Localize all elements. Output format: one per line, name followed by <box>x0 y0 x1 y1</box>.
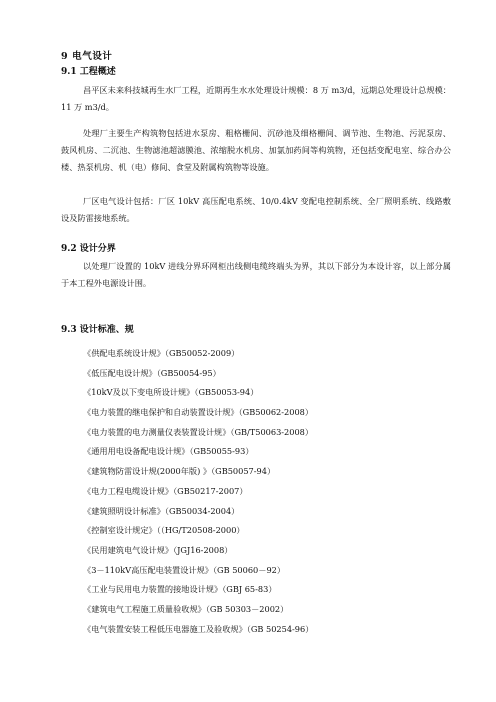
section-heading-boundary: 9.2 设计分界 <box>61 244 116 254</box>
section-heading-standards: 9.3 设计标准、规 <box>61 325 134 335</box>
paragraph-structures: 处理厂主要生产构筑物包括进水泵房、粗格栅间、沉砂池及细格栅间、调节池、生物池、污泥泵房、鼓风机房、二沉池、生物滤池超滤膜池、浓缩脱水机房、加氯加药间等构筑物，还包括变配电室、综合办公楼、热泵机房、机（电）修间、食堂及附属构筑物等设施。 <box>61 128 451 172</box>
standard-item: 《电气装置安装工程低压电器施工及验收规》（GB 50254-96） <box>83 623 314 634</box>
standard-item: 《低压配电设计规》（GB50054-95） <box>83 367 221 378</box>
standard-item: 《建筑物防雷设计规(2000年版) 》（GB50057-94） <box>83 466 276 477</box>
standard-item: 《建筑照明设计标准》（GB50034-2004） <box>83 505 240 516</box>
standard-item: 《电力装置的电力测量仪表装置设计规》（GB/T50063-2008） <box>83 426 314 437</box>
standard-item: 《工业与民用电力装置的接地设计规》（GBJ 65-83） <box>83 584 277 595</box>
paragraph-electrical-scope: 厂区电气设计包括：厂区 10kV 高压配电系统、10/0.4kV 变配电控制系统、全厂照明系统、线路敷设及防雷接地系统。 <box>61 196 451 223</box>
paragraph-boundary: 以处理厂设置的 10kV 进线分界环网柜出线侧电缆终端头为界，其以下部分为本设计容，以上部分属于本工程外电源设计围。 <box>61 261 451 288</box>
standard-item: 《10kV及以下变电所设计规》（GB50053-94） <box>83 387 259 398</box>
standard-item: 《电力工程电缆设计规》（GB50217-2007） <box>83 485 248 496</box>
section-heading-overview: 9.1 工程概述 <box>61 67 116 77</box>
standard-item: 《通用用电设备配电设计规》（GB50055-93） <box>83 446 254 457</box>
standards-list <box>83 344 313 639</box>
standard-item: 《建筑电气工程施工质量验收规》（GB 50303－2002） <box>83 603 289 614</box>
standard-item: 《民用建筑电气设计规》（JGJ16-2008） <box>83 544 233 555</box>
standard-item: 《供配电系统设计规》（GB50052-2009） <box>83 348 240 358</box>
chapter-title: 9 电气设计 <box>61 51 113 62</box>
standard-item: 《3－110kV高压配电装置设计规》（GB 50060－92） <box>83 564 286 575</box>
standard-item: 《控制室设计规定》（（HG/T20508-2000） <box>83 525 245 536</box>
paragraph-design-scale: 昌平区未来科技城再生水厂工程，近期再生水水处理设计规模：8 万 m3/d，远期总处理设计总规模：11 万 m3/d。 <box>61 85 451 112</box>
standard-item: 《电力装置的继电保护和自动装置设计规》（GB50062-2008） <box>83 407 314 418</box>
